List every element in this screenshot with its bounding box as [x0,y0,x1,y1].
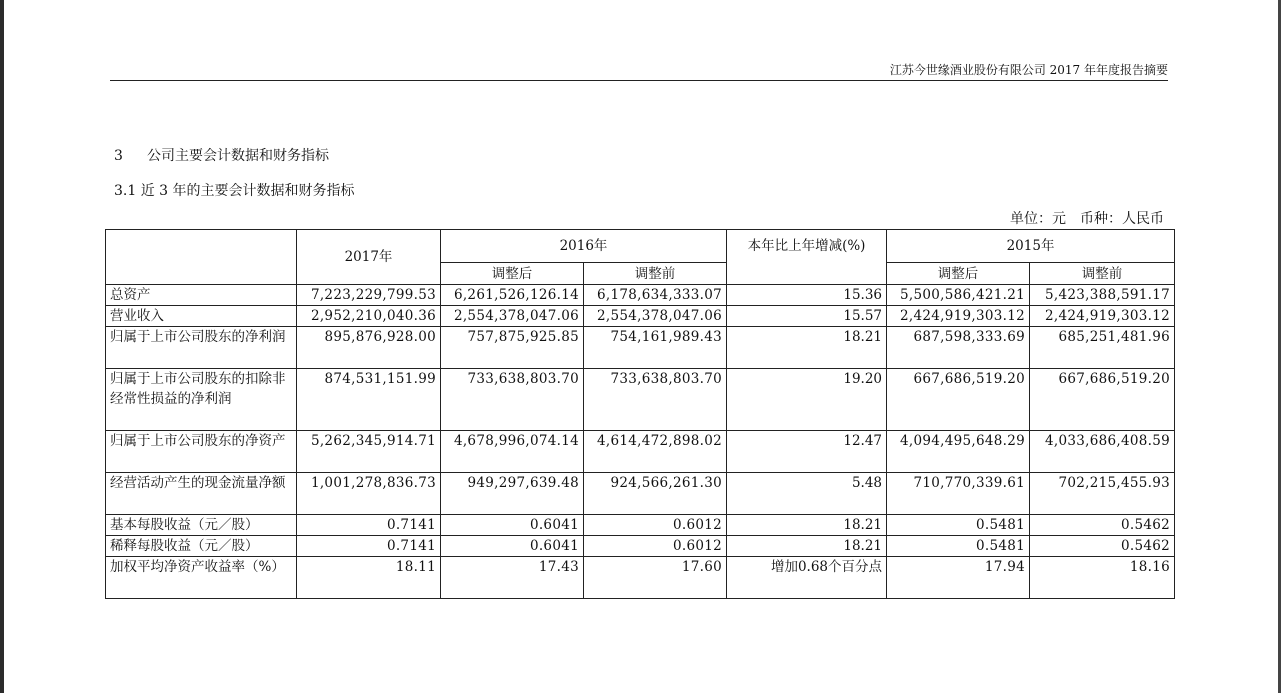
table-row [106,306,1175,327]
header-2016-adjusted-after: 调整后 [441,263,584,285]
value-2016-adjusted-before: 6,178,634,333.07 [584,285,727,306]
value-2015-adjusted-before: 18.16 [1030,557,1175,599]
table-row [106,515,1175,536]
table-row [106,473,1175,515]
value-2017: 18.11 [297,557,441,599]
page-header: 江苏今世缘酒业股份有限公司 2017 年年度报告摘要 [110,60,1168,81]
value-2015-adjusted-after: 0.5481 [887,515,1030,536]
header-2017: 2017年 [297,230,441,285]
row-label: 归属于上市公司股东的净资产 [106,431,297,473]
value-2016-adjusted-before: 924,566,261.30 [584,473,727,515]
table-row [106,327,1175,369]
value-2017: 7,223,229,799.53 [297,285,441,306]
value-2015-adjusted-after: 0.5481 [887,536,1030,557]
row-label: 归属于上市公司股东的扣除非经常性损益的净利润 [106,369,297,431]
value-2016-adjusted-after: 949,297,639.48 [441,473,584,515]
value-2017: 2,952,210,040.36 [297,306,441,327]
value-2015-adjusted-after: 667,686,519.20 [887,369,1030,431]
value-2016-adjusted-after: 2,554,378,047.06 [441,306,584,327]
value-2015-adjusted-after: 5,500,586,421.21 [887,285,1030,306]
window-left-edge [0,0,4,693]
value-change: 19.20 [727,369,887,431]
value-2015-adjusted-before: 5,423,388,591.17 [1030,285,1175,306]
header-2016: 2016年 [441,230,727,263]
value-2017: 5,262,345,914.71 [297,431,441,473]
value-2016-adjusted-before: 754,161,989.43 [584,327,727,369]
value-2016-adjusted-after: 17.43 [441,557,584,599]
value-2016-adjusted-after: 757,875,925.85 [441,327,584,369]
financial-data-table [105,229,1175,599]
value-change: 12.47 [727,431,887,473]
row-label: 总资产 [106,285,297,306]
value-change: 15.36 [727,285,887,306]
value-2015-adjusted-after: 687,598,333.69 [887,327,1030,369]
table-row [106,369,1175,431]
value-2017: 874,531,151.99 [297,369,441,431]
table-row [106,557,1175,599]
value-2017: 0.7141 [297,515,441,536]
header-2015-adjusted-after: 调整后 [887,263,1030,285]
value-2015-adjusted-before: 0.5462 [1030,536,1175,557]
value-2016-adjusted-after: 6,261,526,126.14 [441,285,584,306]
value-change: 18.21 [727,327,887,369]
value-2015-adjusted-after: 17.94 [887,557,1030,599]
value-2016-adjusted-before: 0.6012 [584,536,727,557]
value-2015-adjusted-before: 685,251,481.96 [1030,327,1175,369]
section-number: 3 [114,148,123,164]
subsection-heading: 3.1 近 3 年的主要会计数据和财务指标 [114,183,355,199]
value-2016-adjusted-before: 733,638,803.70 [584,369,727,431]
value-2016-adjusted-after: 733,638,803.70 [441,369,584,431]
row-label: 经营活动产生的现金流量净额 [106,473,297,515]
header-2015: 2015年 [887,230,1175,263]
value-change: 18.21 [727,515,887,536]
header-2015-adjusted-before: 调整前 [1030,263,1175,285]
value-2016-adjusted-after: 0.6041 [441,536,584,557]
value-2017: 1,001,278,836.73 [297,473,441,515]
value-2016-adjusted-before: 0.6012 [584,515,727,536]
row-label: 加权平均净资产收益率（%） [106,557,297,599]
value-2016-adjusted-after: 4,678,996,074.14 [441,431,584,473]
value-2016-adjusted-before: 2,554,378,047.06 [584,306,727,327]
value-2015-adjusted-before: 0.5462 [1030,515,1175,536]
header-2016-adjusted-before: 调整前 [584,263,727,285]
value-change: 5.48 [727,473,887,515]
value-2017: 0.7141 [297,536,441,557]
row-label: 稀释每股收益（元／股） [106,536,297,557]
value-2015-adjusted-after: 710,770,339.61 [887,473,1030,515]
value-2016-adjusted-after: 0.6041 [441,515,584,536]
row-label: 营业收入 [106,306,297,327]
row-label: 归属于上市公司股东的净利润 [106,327,297,369]
value-2015-adjusted-after: 2,424,919,303.12 [887,306,1030,327]
section-heading [114,145,329,165]
value-2015-adjusted-before: 702,215,455.93 [1030,473,1175,515]
value-change: 增加0.68个百分点 [727,557,887,599]
header-empty [106,230,297,285]
unit-note: 单位：元 币种：人民币 [1010,211,1164,227]
table-row [106,536,1175,557]
table-row [106,431,1175,473]
value-2015-adjusted-after: 4,094,495,648.29 [887,431,1030,473]
value-change: 18.21 [727,536,887,557]
table-row [106,285,1175,306]
value-2015-adjusted-before: 2,424,919,303.12 [1030,306,1175,327]
row-label: 基本每股收益（元／股） [106,515,297,536]
value-2016-adjusted-before: 17.60 [584,557,727,599]
header-change: 本年比上年增减(%) [727,230,887,285]
value-2015-adjusted-before: 667,686,519.20 [1030,369,1175,431]
section-title: 公司主要会计数据和财务指标 [147,148,329,164]
value-2015-adjusted-before: 4,033,686,408.59 [1030,431,1175,473]
value-2016-adjusted-before: 4,614,472,898.02 [584,431,727,473]
value-change: 15.57 [727,306,887,327]
value-2017: 895,876,928.00 [297,327,441,369]
